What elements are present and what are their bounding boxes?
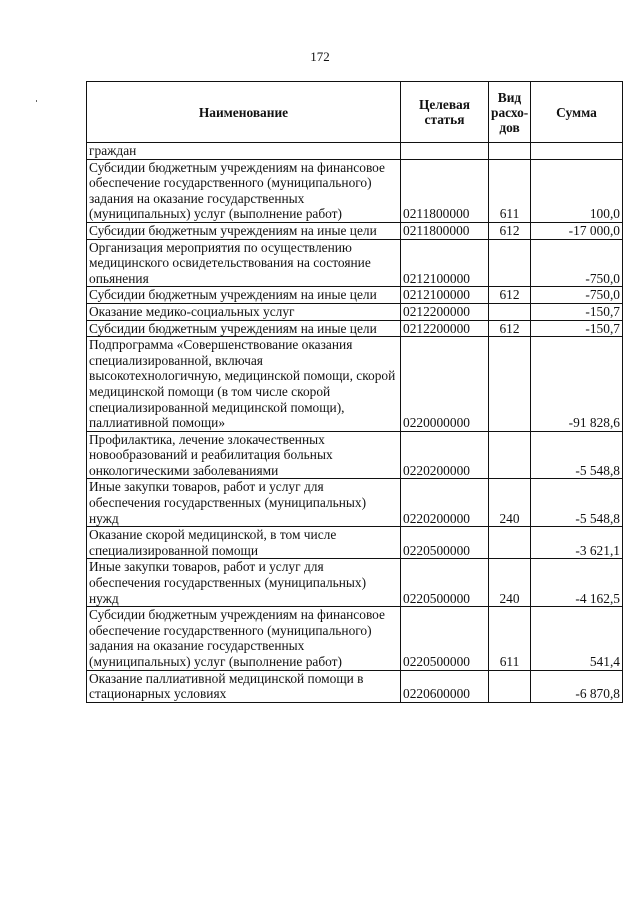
row-code-cell: 0220500000	[401, 527, 489, 559]
row-type-cell	[489, 670, 531, 702]
column-header-code: Целевая статья	[401, 82, 489, 143]
row-sum-cell: -3 621,1	[531, 527, 623, 559]
row-sum-cell: -4 162,5	[531, 559, 623, 607]
table-row	[87, 303, 623, 320]
row-type-cell	[489, 303, 531, 320]
row-sum-cell: -750,0	[531, 239, 623, 287]
row-name-cell: Оказание паллиативной медицинской помощи в стационарных условиях	[87, 670, 401, 702]
header-row	[87, 82, 623, 143]
row-code-cell: 0220500000	[401, 607, 489, 670]
row-name-cell: Оказание скорой медицинской, в том числе специализированной помощи	[87, 527, 401, 559]
column-header-type-line: дов	[499, 119, 520, 135]
row-sum-cell: -91 828,6	[531, 337, 623, 432]
row-name-cell: Иные закупки товаров, работ и услуг для обеспечения государственных (муниципальных) нужд	[87, 479, 401, 527]
table-row	[87, 320, 623, 337]
row-name-cell: Организация мероприятия по осуществлению медицинского освидетельствования на состояние опьянения	[87, 239, 401, 287]
row-type-cell: 612	[489, 287, 531, 304]
row-type-cell: 612	[489, 320, 531, 337]
row-sum-cell: 100,0	[531, 159, 623, 222]
row-sum-cell: -6 870,8	[531, 670, 623, 702]
table-row	[87, 607, 623, 670]
row-sum-cell	[531, 143, 623, 160]
row-code-cell: 0220000000	[401, 337, 489, 432]
row-type-cell: 612	[489, 222, 531, 239]
row-name-cell: Субсидии бюджетным учреждениям на финансовое обеспечение государственного (муниципального) задания на оказание государственных (муниципальных) услуг (выполнение работ)	[87, 159, 401, 222]
row-code-cell	[401, 143, 489, 160]
row-name-cell: Иные закупки товаров, работ и услуг для обеспечения государственных (муниципальных) нужд	[87, 559, 401, 607]
row-sum-cell: -5 548,8	[531, 479, 623, 527]
row-type-cell	[489, 143, 531, 160]
table-row	[87, 527, 623, 559]
table-row	[87, 559, 623, 607]
column-header-type	[489, 82, 531, 143]
row-code-cell: 0211800000	[401, 159, 489, 222]
row-code-cell: 0211800000	[401, 222, 489, 239]
row-code-cell: 0212200000	[401, 320, 489, 337]
column-header-type-line: Вид	[497, 89, 522, 105]
row-sum-cell: -5 548,8	[531, 431, 623, 479]
table-row	[87, 670, 623, 702]
table-body	[87, 143, 623, 703]
budget-table	[86, 81, 623, 703]
table-row	[87, 431, 623, 479]
row-type-cell: 240	[489, 479, 531, 527]
column-header-type-line: расхо-	[491, 104, 529, 120]
row-sum-cell: 541,4	[531, 607, 623, 670]
row-code-cell: 0220500000	[401, 559, 489, 607]
row-type-cell	[489, 239, 531, 287]
row-name-cell: Подпрограмма «Совершенствование оказания специализированной, включая высокотехнологичную, медицинской помощи, скорой медицинской помощи (в том числе скорой специализированной медицинской помощи), паллиативной помощи»	[87, 337, 401, 432]
table-row	[87, 337, 623, 432]
row-type-cell: 611	[489, 607, 531, 670]
row-name-cell: Субсидии бюджетным учреждениям на иные цели	[87, 222, 401, 239]
row-name-cell: Субсидии бюджетным учреждениям на иные цели	[87, 287, 401, 304]
row-sum-cell: -17 000,0	[531, 222, 623, 239]
row-code-cell: 0220200000	[401, 479, 489, 527]
row-sum-cell: -750,0	[531, 287, 623, 304]
row-code-cell: 0220200000	[401, 431, 489, 479]
row-name-cell: Субсидии бюджетным учреждениям на иные цели	[87, 320, 401, 337]
row-code-cell: 0212200000	[401, 303, 489, 320]
row-name-cell: Оказание медико-социальных услуг	[87, 303, 401, 320]
table-row	[87, 479, 623, 527]
column-header-name: Наименование	[87, 82, 401, 143]
table-row	[87, 222, 623, 239]
row-name-cell: Субсидии бюджетным учреждениям на финансовое обеспечение государственного (муниципального) задания на оказание государственных (муниципальных) услуг (выполнение работ)	[87, 607, 401, 670]
row-name-cell: Профилактика, лечение злокачественных новообразований и реабилитация больных онкологическими заболеваниями	[87, 431, 401, 479]
table-row	[87, 287, 623, 304]
column-header-sum: Сумма	[531, 82, 623, 143]
row-type-cell	[489, 527, 531, 559]
row-code-cell: 0212100000	[401, 239, 489, 287]
row-type-cell: 611	[489, 159, 531, 222]
row-code-cell: 0220600000	[401, 670, 489, 702]
row-type-cell	[489, 431, 531, 479]
table-row	[87, 143, 623, 160]
table-row	[87, 239, 623, 287]
row-code-cell: 0212100000	[401, 287, 489, 304]
table-row	[87, 159, 623, 222]
row-sum-cell: -150,7	[531, 320, 623, 337]
row-type-cell: 240	[489, 559, 531, 607]
row-sum-cell: -150,7	[531, 303, 623, 320]
row-type-cell	[489, 337, 531, 432]
page-number: 172	[310, 49, 330, 64]
row-name-cell: граждан	[87, 143, 401, 160]
margin-mark	[36, 100, 37, 102]
